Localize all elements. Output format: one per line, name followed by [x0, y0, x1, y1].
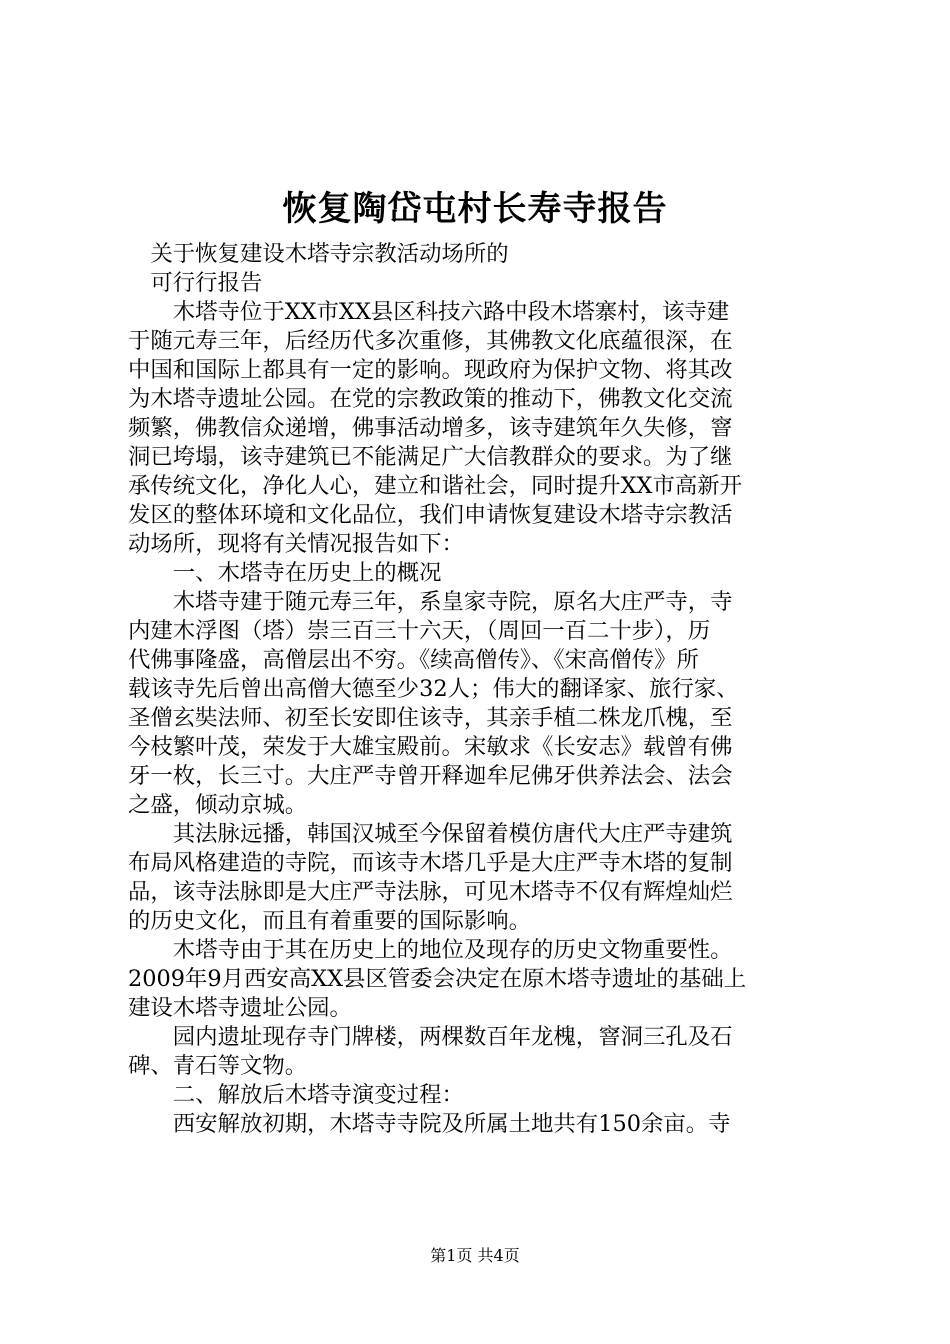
body-line: 动场所，现将有关情况报告如下： — [128, 531, 464, 557]
document-title: 恢复陶岱屯村长寿寺报告 — [282, 189, 668, 229]
page-footer: 第1页 共4页 — [430, 1246, 520, 1265]
section-heading: 一、木塔寺在历史上的概况 — [128, 560, 442, 586]
body-line: 中国和国际上都具有一定的影响。现政府为保护文物、将其改 — [128, 357, 733, 383]
body-line: 可行行报告 — [128, 270, 263, 296]
body-line: 载该寺先后曾出高僧大德至少32人；伟大的翻译家、旅行家、 — [128, 676, 739, 702]
body-line: 碑、青石等文物。 — [128, 1053, 308, 1079]
document-body — [128, 240, 828, 1139]
body-line: 的历史文化，而且有着重要的国际影响。 — [128, 908, 532, 934]
body-line: 洞已垮塌，该寺建筑已不能满足广大信教群众的要求。为了继 — [128, 444, 733, 470]
body-line: 品，该寺法脉即是大庄严寺法脉，可见木塔寺不仅有辉煌灿烂 — [128, 879, 733, 905]
body-line: 木塔寺位于XX市XX县区科技六路中段木塔寨村，该寺建 — [128, 299, 730, 325]
body-line: 频繁，佛教信众递增，佛事活动增多，该寺建筑年久失修，窨 — [128, 415, 733, 441]
body-line: 于随元寿三年，后经历代多次重修，其佛教文化底蕴很深，在 — [128, 328, 733, 354]
body-line: 发区的整体环境和文化品位，我们申请恢复建设木塔寺宗教活 — [128, 502, 733, 528]
body-line: 之盛，倾动京城。 — [128, 792, 308, 818]
body-line: 代佛事隆盛，高僧层出不穷。《续高僧传》、《宋高僧传》所 — [128, 647, 699, 673]
body-line: 圣僧玄奘法师、初至长安即住该寺，其亲手植二株龙爪槐，至 — [128, 705, 733, 731]
body-line: 牙一枚，长三寸。大庄严寺曾开释迦牟尼佛牙供养法会、法会 — [128, 763, 733, 789]
section-heading: 二、解放后木塔寺演变过程： — [128, 1082, 464, 1108]
body-line: 承传统文化，净化人心，建立和谐社会，同时提升XX市高新开 — [128, 473, 743, 499]
body-line: 木塔寺建于随元寿三年，系皇家寺院，原名大庄严寺，寺 — [128, 589, 733, 615]
body-line: 为木塔寺遗址公园。在党的宗教政策的推动下，佛教文化交流 — [128, 386, 733, 412]
body-line: 建设木塔寺遗址公园。 — [128, 995, 352, 1021]
body-line: 木塔寺由于其在历史上的地位及现存的历史文物重要性。 — [128, 937, 733, 963]
body-line: 内建木浮图（塔）崇三百三十六天，（周回一百二十步），历 — [128, 618, 711, 644]
body-line: 其法脉远播，韩国汉城至今保留着模仿唐代大庄严寺建筑 — [128, 821, 733, 847]
body-line: 今枝繁叶茂，荣发于大雄宝殿前。宋敏求《长安志》载曾有佛 — [128, 734, 733, 760]
body-line: 园内遗址现存寺门牌楼，两棵数百年龙槐，窨洞三孔及石 — [128, 1024, 733, 1050]
body-line: 关于恢复建设木塔寺宗教活动场所的 — [128, 241, 509, 267]
body-line: 布局风格建造的寺院，而该寺木塔几乎是大庄严寺木塔的复制 — [128, 850, 733, 876]
body-line: 西安解放初期，木塔寺寺院及所属土地共有150余亩。寺 — [128, 1111, 731, 1137]
body-line: 2009年9月西安高XX县区管委会决定在原木塔寺遗址的基础上 — [128, 966, 747, 992]
